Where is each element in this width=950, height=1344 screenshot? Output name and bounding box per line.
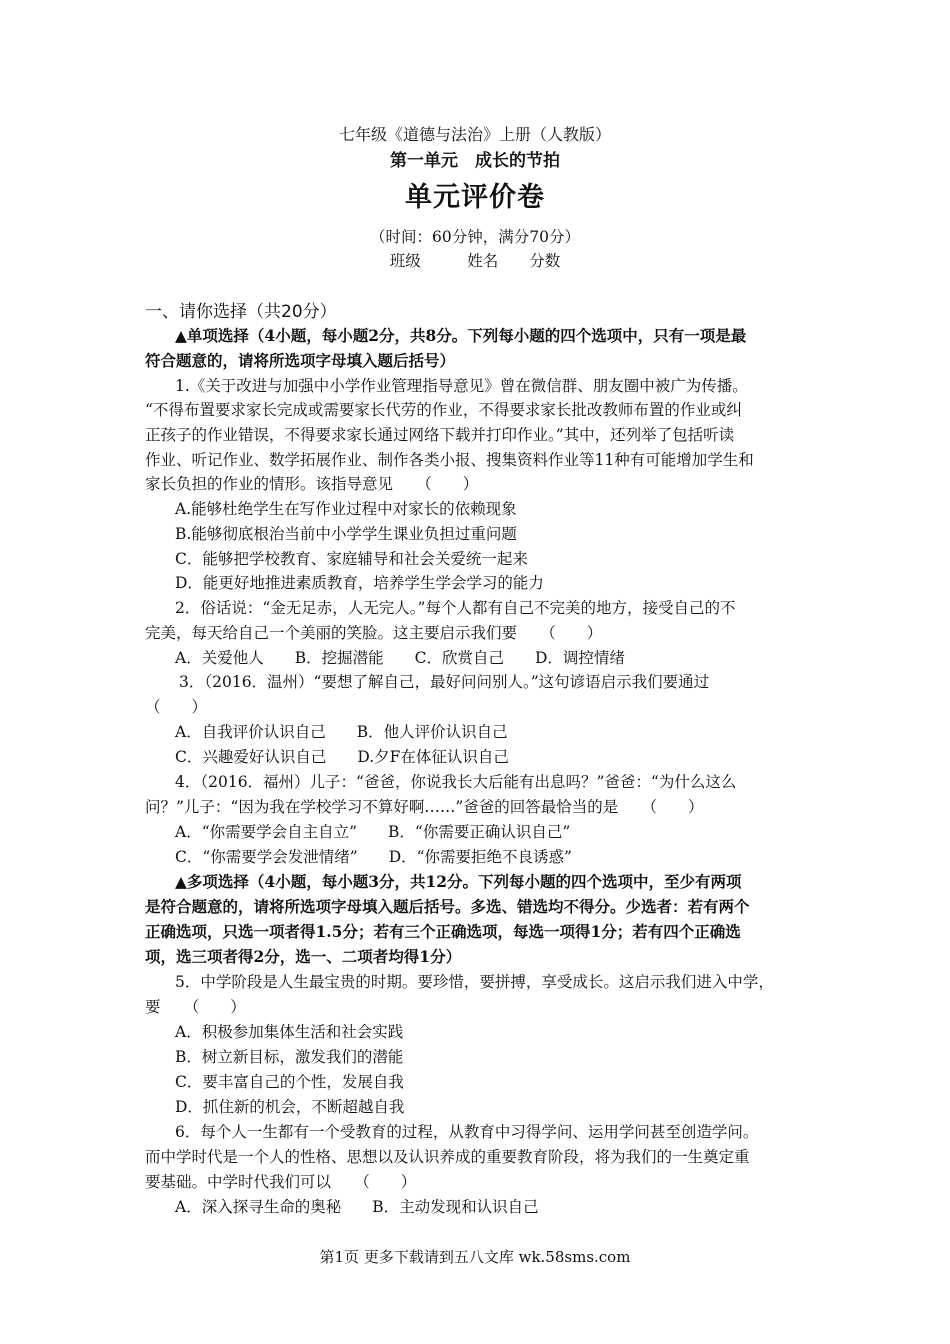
q1-stem-line2: “不得布置要求家长完成或需要家长代劳的作业，不得要求家长批改教师布置的作业或纠 bbox=[145, 401, 742, 419]
q2-options: A．关爱他人 B．挖掘潜能 C．欣赏自己 D．调控情绪 bbox=[175, 649, 625, 667]
q1-option-c: C．能够把学校教育、家庭辅导和社会关爱统一起来 bbox=[175, 550, 528, 568]
q1-stem-line4: 作业、听记作业、数学拓展作业、制作各类小报、搜集资料作业等11种有可能增加学生和 bbox=[145, 451, 754, 469]
page-footer: 第1页 更多下载请到五八文库 wk.58sms.com bbox=[319, 1248, 631, 1266]
q1-stem-line1: 1.《关于改进与加强中小学作业管理指导意见》曾在微信群、朋友圈中被广为传播。 bbox=[175, 377, 748, 395]
unit-title: 第一单元 成长的节拍 bbox=[390, 151, 560, 171]
q3-stem-line2: （ ） bbox=[145, 698, 208, 716]
q1-stem-line3: 正孩子的作业错误，不得要求家长通过网络下载并打印作业。”其中，还列举了包括听读 bbox=[145, 426, 735, 444]
q5-option-d: D．抓住新的机会，不断超越自我 bbox=[175, 1098, 405, 1116]
q4-options-line1: A．“你需要学会自主自立” B．“你需要正确认识自己” bbox=[175, 823, 571, 841]
q5-option-c: C．要丰富自己的个性，发展自我 bbox=[175, 1073, 404, 1091]
q5-stem-line2: 要 （ ） bbox=[145, 998, 246, 1016]
single-choice-instructions-line2: 符合题意的，请将所选项字母填入题后括号） bbox=[145, 351, 456, 370]
q3-stem-line1: 3．（2016．温州）“要想了解自己，最好问问别人。”这句谚语启示我们要通过 bbox=[179, 673, 710, 691]
q4-stem-line2: 问？”儿子：“因为我在学校学习不算好啊……”爸爸的回答最恰当的是 （ ） bbox=[145, 798, 704, 816]
q2-stem-line1: 2．俗话说：“金无足赤，人无完人。”每个人都有自己不完美的地方，接受自己的不 bbox=[175, 599, 736, 617]
q6-stem-line3: 要基础。中学时代我们可以 （ ） bbox=[145, 1173, 417, 1191]
section-heading: 一、请你选择（共20分） bbox=[145, 302, 337, 322]
paper-title: 单元评价卷 bbox=[405, 182, 545, 213]
q1-option-d: D．能更好地推进素质教育，培养学生学会学习的能力 bbox=[175, 574, 544, 592]
q3-options-line2: C．兴趣爱好认识自己 D.夕F在体征认识自己 bbox=[175, 748, 509, 766]
multi-choice-instructions-line4: 项，选三项者得2分，选一、二项者均得1分） bbox=[145, 947, 462, 966]
multi-choice-instructions-line3: 正确选项，只选一项者得1.5分；若有三个正确选项，每选一项得1分；若有四个正确选 bbox=[145, 922, 741, 941]
course-title: 七年级《道德与法治》上册（人教版） bbox=[338, 125, 611, 144]
q1-option-a: A.能够杜绝学生在写作业过程中对家长的依赖现象 bbox=[175, 500, 517, 518]
q6-options: A．深入探寻生命的奥秘 B．主动发现和认识自己 bbox=[175, 1198, 539, 1216]
q1-option-b: B.能够彻底根治当前中小学学生课业负担过重问题 bbox=[175, 525, 517, 543]
q6-stem-line1: 6．每个人一生都有一个受教育的过程，从教育中习得学问、运用学问甚至创造学问。 bbox=[175, 1123, 759, 1141]
q3-options-line1: A．自我评价认识自己 B．他人评价认识自己 bbox=[175, 723, 508, 741]
q4-stem-line1: 4．（2016．福州）儿子：“爸爸，你说我长大后能有出息吗？”爸爸：“为什么这么 bbox=[175, 773, 737, 791]
time-info: （时间：60分钟，满分70分） bbox=[370, 228, 580, 246]
multi-choice-instructions-line1: ▲多项选择（4小题，每小题3分，共12分。下列每小题的四个选项中，至少有两项 bbox=[175, 872, 742, 891]
q5-option-b: B．树立新目标，激发我们的潜能 bbox=[175, 1048, 404, 1066]
student-info-fields: 班级 姓名 分数 bbox=[389, 252, 561, 270]
q1-stem-line5: 家长负担的作业的情形。该指导意见 （ ） bbox=[145, 475, 479, 493]
q5-option-a: A．积极参加集体生活和社会实践 bbox=[175, 1023, 404, 1041]
single-choice-instructions-line1: ▲单项选择（4小题，每小题2分，共8分。下列每小题的四个选项中，只有一项是最 bbox=[175, 326, 747, 345]
q5-stem-line1: 5．中学阶段是人生最宝贵的时期。要珍惜，要拼搏，享受成长。这启示我们进入中学， bbox=[175, 973, 774, 991]
q6-stem-line2: 而中学时代是一个人的性格、思想以及认识养成的重要教育阶段，将为我们的一生奠定重 bbox=[145, 1148, 750, 1166]
q2-stem-line2: 完美，每天给自己一个美丽的笑脸。这主要启示我们要 （ ） bbox=[145, 624, 603, 642]
multi-choice-instructions-line2: 是符合题意的，请将所选项字母填入题后括号。多选、错选均不得分。少选者：若有两个 bbox=[145, 897, 750, 916]
q4-options-line2: C．“你需要学会发泄情绪” D．“你需要拒绝不良诱惑” bbox=[175, 848, 572, 866]
